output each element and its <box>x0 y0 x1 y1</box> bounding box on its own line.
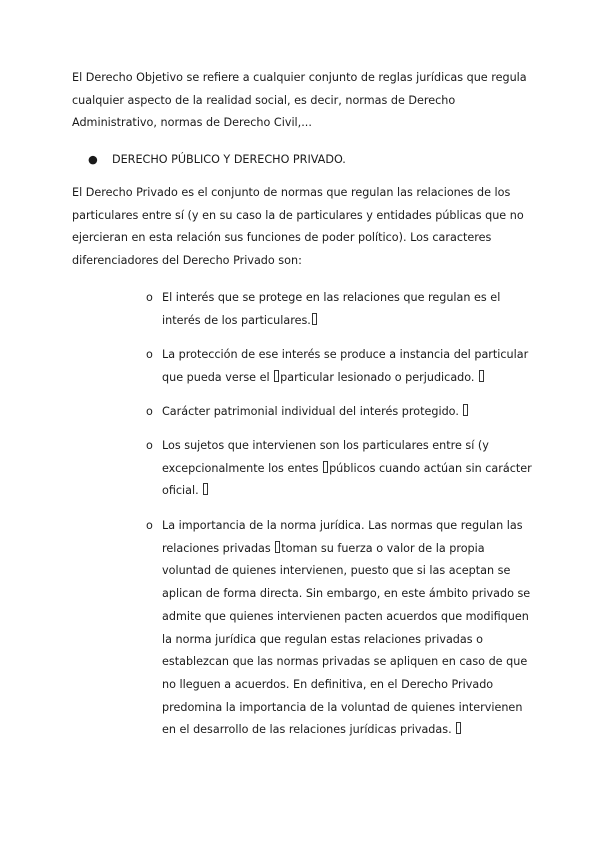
missing-glyph-icon <box>312 313 317 325</box>
list-item <box>146 401 532 424</box>
list-item <box>146 344 532 389</box>
missing-glyph-icon <box>203 483 208 495</box>
list-item <box>146 515 532 742</box>
list-item-text: Carácter patrimonial individual del interés protegido. <box>162 401 532 424</box>
missing-glyph-icon <box>463 404 468 416</box>
list-item <box>146 287 532 332</box>
circle-bullet-icon: o <box>146 348 153 361</box>
paragraph-derecho-privado: El Derecho Privado es el conjunto de normas que regulan las relaciones de los particulares entre sí (y en su caso la de particulares y entidades públicas que no ejercieran en esta relación sus funciones de poder político). Los caracteres diferenciadores del Derecho Privado son: <box>72 186 524 268</box>
circle-bullet-icon: o <box>146 519 153 532</box>
list-item-text: La protección de ese interés se produce a instancia del particular que pueda verse el particular lesionado o perjudicado. <box>162 348 529 384</box>
missing-glyph-icon <box>275 541 280 553</box>
bullet-dot-icon: ● <box>88 153 98 166</box>
missing-glyph-icon <box>479 370 484 382</box>
list-item-text: Los sujetos que intervienen son los particulares entre sí (y excepcionalmente los entes públicos cuando actúan sin carácter oficial. <box>162 439 532 498</box>
list-item-text: El interés que se protege en las relaciones que regulan es el interés de los particulares. <box>162 291 501 327</box>
bullet-heading-text: DERECHO PÚBLICO Y DERECHO PRIVADO. <box>112 153 346 166</box>
missing-glyph-icon <box>274 370 279 382</box>
missing-glyph-icon <box>456 722 461 734</box>
circle-bullet-icon: o <box>146 405 153 418</box>
list-item-text: La importancia de la norma jurídica. Las normas que regulan las relaciones privadas toman su fuerza o valor de la propia voluntad de quienes intervienen, puesto que si las aceptan se aplican de forma directa. Sin embargo, en este ámbito privado se admite que quienes intervienen pacten acuerdos que modifiquen la norma jurídica que regulan estas relaciones privadas o establezcan que las normas privadas se apliquen en caso de que no lleguen a acuerdos. En definitiva, en el Derecho Privado predomina la importancia de la voluntad de quienes intervienen en el desarrollo de las relaciones jurídicas privadas. <box>162 519 531 737</box>
list-item <box>146 435 532 503</box>
circle-bullet-icon: o <box>146 291 153 304</box>
circle-bullet-icon: o <box>146 439 153 452</box>
paragraph-derecho-objetivo: El Derecho Objetivo se refiere a cualquier conjunto de reglas jurídicas que regula cualquier aspecto de la realidad social, es decir, normas de Derecho Administrativo, normas de Derecho Civil,... <box>72 71 527 130</box>
missing-glyph-icon <box>323 461 328 473</box>
